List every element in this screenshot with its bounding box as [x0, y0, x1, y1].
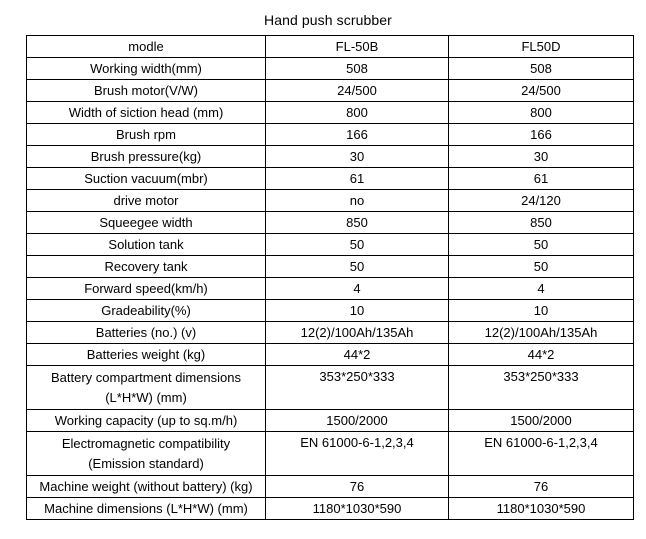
row-label: Brush motor(V/W) — [27, 80, 266, 102]
value-fl50b: no — [266, 190, 449, 212]
table-row — [27, 102, 634, 124]
row-label: Recovery tank — [27, 256, 266, 278]
value-fl50d: 4 — [449, 278, 634, 300]
value-fl50b: 10 — [266, 300, 449, 322]
table-row — [27, 256, 634, 278]
header-cell-label: modle — [27, 36, 266, 58]
row-label: Batteries weight (kg) — [27, 344, 266, 366]
row-label: Gradeability(%) — [27, 300, 266, 322]
row-label: Brush pressure(kg) — [27, 146, 266, 168]
value-fl50b: 166 — [266, 124, 449, 146]
value-fl50d: 44*2 — [449, 344, 634, 366]
value-fl50d: 61 — [449, 168, 634, 190]
value-fl50d: EN 61000-6-1,2,3,4 — [449, 432, 634, 476]
table-row — [27, 366, 634, 410]
row-label-line: Battery compartment dimensions — [50, 370, 242, 385]
value-fl50d: 24/500 — [449, 80, 634, 102]
value-fl50d: 12(2)/100Ah/135Ah — [449, 322, 634, 344]
value-fl50d: 76 — [449, 476, 634, 498]
value-fl50b: 850 — [266, 212, 449, 234]
table-row — [27, 432, 634, 476]
row-label: Forward speed(km/h) — [27, 278, 266, 300]
row-label: Solution tank — [27, 234, 266, 256]
table-row — [27, 190, 634, 212]
row-label: Machine dimensions (L*H*W) (mm) — [27, 498, 266, 520]
row-label — [27, 432, 266, 476]
table-row — [27, 476, 634, 498]
value-fl50b: 24/500 — [266, 80, 449, 102]
table-row — [27, 410, 634, 432]
row-label: Brush rpm — [27, 124, 266, 146]
table-row — [27, 80, 634, 102]
row-label: Squeegee width — [27, 212, 266, 234]
value-fl50b: 30 — [266, 146, 449, 168]
row-label: Working capacity (up to sq.m/h) — [27, 410, 266, 432]
value-fl50d: 50 — [449, 256, 634, 278]
row-label: Machine weight (without battery) (kg) — [27, 476, 266, 498]
table-row — [27, 168, 634, 190]
value-fl50d: 508 — [449, 58, 634, 80]
row-label — [27, 366, 266, 410]
value-fl50b: 61 — [266, 168, 449, 190]
row-label: Batteries (no.) (v) — [27, 322, 266, 344]
table-row — [27, 212, 634, 234]
page-title: Hand push scrubber — [264, 12, 392, 28]
row-label-line: (L*H*W) (mm) — [105, 390, 187, 405]
table-row — [27, 278, 634, 300]
value-fl50b: 508 — [266, 58, 449, 80]
row-label: Suction vacuum(mbr) — [27, 168, 266, 190]
row-label: Working width(mm) — [27, 58, 266, 80]
table-row — [27, 58, 634, 80]
value-fl50d: 850 — [449, 212, 634, 234]
value-fl50d: 10 — [449, 300, 634, 322]
row-label-line: Electromagnetic compatibility — [61, 436, 231, 451]
spec-table — [26, 35, 634, 520]
table-row — [27, 344, 634, 366]
value-fl50b: 800 — [266, 102, 449, 124]
header-cell-fl50d: FL50D — [449, 36, 634, 58]
value-fl50b: 50 — [266, 234, 449, 256]
value-fl50b: 76 — [266, 476, 449, 498]
table-row — [27, 234, 634, 256]
value-fl50b: 1500/2000 — [266, 410, 449, 432]
value-fl50d: 800 — [449, 102, 634, 124]
header-cell-fl50b: FL-50B — [266, 36, 449, 58]
value-fl50b: 50 — [266, 256, 449, 278]
value-fl50b: 12(2)/100Ah/135Ah — [266, 322, 449, 344]
row-label-line: (Emission standard) — [88, 456, 204, 471]
value-fl50d: 353*250*333 — [449, 366, 634, 410]
table-row — [27, 498, 634, 520]
row-label: Width of siction head (mm) — [27, 102, 266, 124]
value-fl50d: 30 — [449, 146, 634, 168]
table-row — [27, 146, 634, 168]
value-fl50d: 1180*1030*590 — [449, 498, 634, 520]
table-row — [27, 300, 634, 322]
value-fl50b: EN 61000-6-1,2,3,4 — [266, 432, 449, 476]
row-label: drive motor — [27, 190, 266, 212]
value-fl50d: 24/120 — [449, 190, 634, 212]
value-fl50d: 1500/2000 — [449, 410, 634, 432]
value-fl50b: 1180*1030*590 — [266, 498, 449, 520]
value-fl50b: 44*2 — [266, 344, 449, 366]
table-header-row — [27, 36, 634, 58]
table-row — [27, 322, 634, 344]
value-fl50d: 166 — [449, 124, 634, 146]
value-fl50b: 353*250*333 — [266, 366, 449, 410]
table-row — [27, 124, 634, 146]
value-fl50b: 4 — [266, 278, 449, 300]
value-fl50d: 50 — [449, 234, 634, 256]
